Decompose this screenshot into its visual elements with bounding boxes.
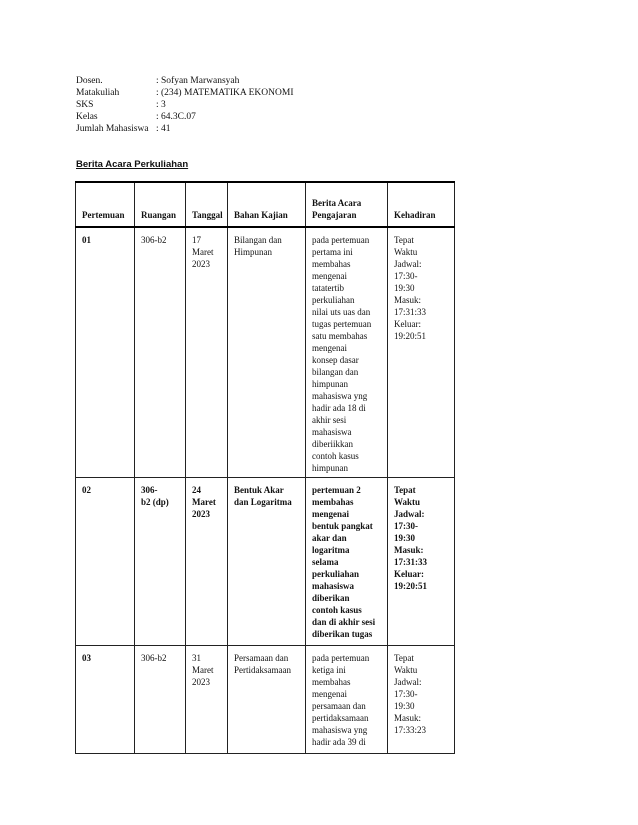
column-header-ruangan: Ruangan — [135, 182, 186, 227]
info-label: SKS — [76, 100, 94, 110]
cell-ruangan: 306- b2 (dp) — [135, 478, 186, 646]
column-header-pertemuan: Pertemuan — [76, 182, 135, 227]
info-value: : 41 — [156, 124, 171, 134]
column-header-bahan-kajian: Bahan Kajian — [228, 182, 306, 227]
column-header-kehadiran: Kehadiran — [388, 182, 455, 227]
info-row-matakuliah — [76, 87, 293, 99]
table-row — [76, 646, 455, 754]
cell-bahan-kajian: Bilangan dan Himpunan — [228, 227, 306, 478]
cell-kehadiran: Tepat Waktu Jadwal: 17:30- 19:30 Masuk: 17:31:33 Keluar: 19:20:51 — [388, 227, 455, 478]
info-row-jumlah-mahasiswa — [76, 123, 293, 135]
info-label: Dosen. — [76, 76, 103, 86]
info-row-kelas — [76, 111, 293, 123]
info-row-sks — [76, 99, 293, 111]
cell-bahan-kajian: Bentuk Akar dan Logaritma — [228, 478, 306, 646]
cell-ruangan: 306-b2 — [135, 646, 186, 754]
info-row-dosen — [76, 75, 293, 87]
info-value: : Sofyan Marwansyah — [156, 76, 240, 86]
table-row — [76, 227, 455, 478]
table-row — [76, 478, 455, 646]
section-title: Berita Acara Perkuliahan — [76, 159, 189, 170]
cell-berita-acara: pertemuan 2 membahas mengenai bentuk pangkat akar dan logaritma selama perkuliahan mahasiswa diberikan contoh kasus dan di akhir sesi diberikan tugas — [306, 478, 388, 646]
cell-bahan-kajian: Persamaan dan Pertidaksamaan — [228, 646, 306, 754]
cell-kehadiran: Tepat Waktu Jadwal: 17:30- 19:30 Masuk: 17:31:33 Keluar: 19:20:51 — [388, 478, 455, 646]
cell-tanggal: 31 Maret 2023 — [186, 646, 228, 754]
course-info — [76, 75, 293, 135]
info-value: : (234) MATEMATIKA EKONOMI — [156, 88, 294, 98]
cell-tanggal: 24 Maret 2023 — [186, 478, 228, 646]
cell-ruangan: 306-b2 — [135, 227, 186, 478]
info-value: : 3 — [156, 100, 166, 110]
attendance-table — [75, 181, 455, 754]
cell-pertemuan: 03 — [76, 646, 135, 754]
info-label: Jumlah Mahasiswa — [76, 124, 149, 134]
info-value: : 64.3C.07 — [156, 112, 196, 122]
cell-berita-acara: pada pertemuan pertama ini membahas mengenai tatatertib perkuliahan nilai uts uas dan tugas pertemuan satu membahas mengenai konsep dasar bilangan dan himpunan mahasiswa yng hadir ada 18 di akhir sesi mahasiswa diberiikkan contoh kasus himpunan — [306, 227, 388, 478]
info-label: Kelas — [76, 112, 98, 122]
column-header-tanggal: Tanggal — [186, 182, 228, 227]
table-header-row — [76, 182, 455, 227]
cell-pertemuan: 02 — [76, 478, 135, 646]
cell-pertemuan: 01 — [76, 227, 135, 478]
info-label: Matakuliah — [76, 88, 120, 98]
cell-berita-acara: pada pertemuan ketiga ini membahas mengenai persamaan dan pertidaksamaan mahasiswa yng hadir ada 39 di — [306, 646, 388, 754]
cell-kehadiran: Tepat Waktu Jadwal: 17:30- 19:30 Masuk: 17:33:23 — [388, 646, 455, 754]
column-header-berita-acara: Berita Acara Pengajaran — [306, 182, 388, 227]
cell-tanggal: 17 Maret 2023 — [186, 227, 228, 478]
